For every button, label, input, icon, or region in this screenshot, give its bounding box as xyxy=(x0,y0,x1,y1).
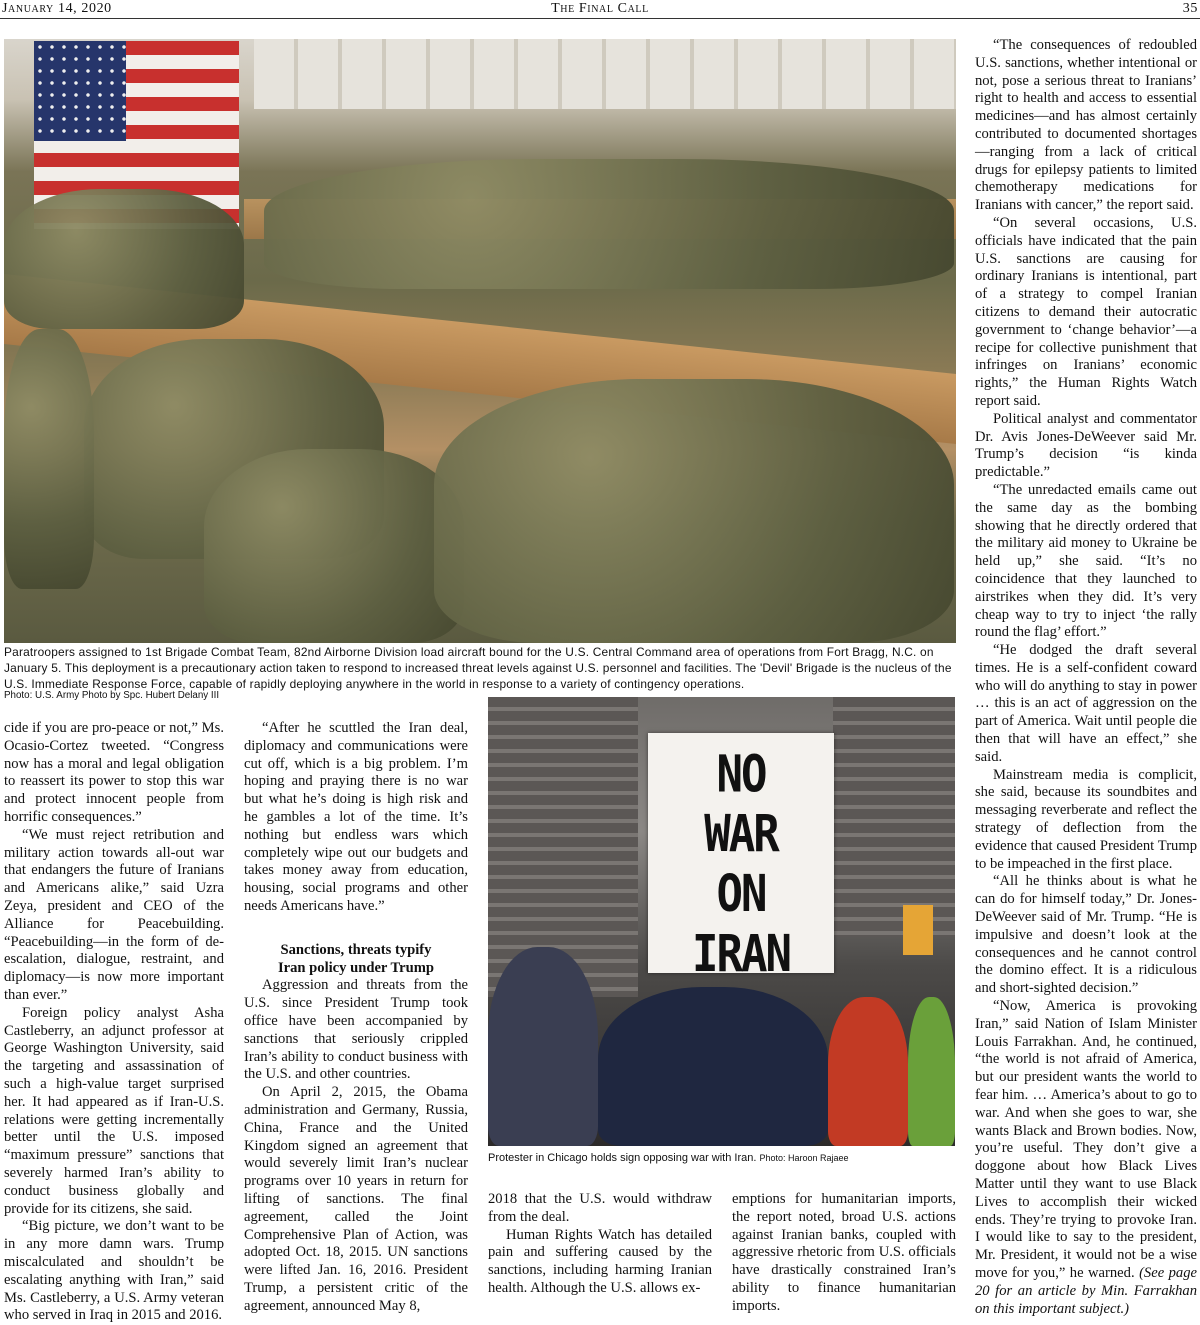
farrakhan-quote: “Now, America is provoking Iran,” said Nation of Islam Minister Louis Farrakhan. And, he continued, “the world is not afraid of America, but our president wants the world to fear him. … America’s about to go to war. And when she goes to war, she wants Black and Brown bodies. Now, you’re useful. They don’t give a doggone about how Black Lives Matter until they want to use Black Lives to accomplish their wicked ends. They’re trying to provoke Iran. I would like to say to the president, Mr. President, it would not be a wise move for you,” he warned. xyxy=(975,998,1197,1281)
article-column-5 xyxy=(975,37,1197,1318)
paragraph: emptions for humanitarian imports, the report noted, broad U.S. actions against Iranian banks, coupled with aggressive rhetoric from U.S. officials have drastically constrained Iran’s ability to finance humanitarian imports. xyxy=(732,1191,956,1314)
paragraph: “On several occasions, U.S. officials have indicated that the pain U.S. sanctions are causing for ordinary Iranians is intentional, part of a strategy to compel Iranian citizens to demand their autocratic government to ‘change behavior’—a recipe for collective punishment that infringes on Iranians’ economic rights,” the Human Rights Watch report said. xyxy=(975,214,1197,409)
crowd-person xyxy=(828,997,908,1146)
crowd-person xyxy=(908,997,955,1146)
protest-sign xyxy=(648,733,834,984)
paragraph: “All he thinks about is what he can do for himself today,” Dr. Jones-DeWeever said of Mr. Trump. “He is impulsive and doesn’t look at the consequences and he cannot control the domino effect. It is a ridiculous and short-sighted decision.” xyxy=(975,873,1197,997)
chicago-caption-text: Protester in Chicago holds sign opposing war with Iran. xyxy=(488,1152,757,1164)
paragraph: “The consequences of redoubled U.S. sanctions, whether intentional or not, pose a serious threat to Iranians’ right to health and access to essential medicines—and has almost certainly contributed to documented shortages—ranging from a lack of critical drugs for epilepsy patients to limited chemotherapy medications for Iranians with cancer,” the report said. xyxy=(975,37,1197,214)
paragraph: On April 2, 2015, the Obama administration and Germany, Russia, China, France and the United Kingdom signed an agreement that would severely limit Iran’s nuclear programs over 10 years in return for lifting of sanctions. The final agreement, called the Joint Comprehensive Plan of Action, was adopted Oct. 18, 2015. UN sanctions were lifted Jan. 16, 2016. President Trump, a persistent critic of the agreement, announced May 8, xyxy=(244,1084,468,1314)
subheading-line-2: Iran policy under Trump xyxy=(277,959,435,976)
article-column-1 xyxy=(4,720,224,1325)
paragraph: cide if you are pro-peace or not,” Ms. Ocasio-Cortez tweeted. “Congress now has a moral and legal obligation to reassert its power to stop this war and protect innocent people from horrific consequences.” xyxy=(4,720,224,825)
publication-name: The Final Call xyxy=(551,1,649,16)
see-page-note: (See page 20 for an article by Min. Farrakhan on this important subject.) xyxy=(975,1264,1197,1317)
paratroopers-photo xyxy=(4,39,956,643)
chicago-protest-photo xyxy=(488,697,955,1146)
chicago-photo-credit: Photo: Haroon Rajaee xyxy=(759,1153,849,1163)
paragraph: Human Rights Watch has detailed pain and suffering caused by the sanctions, including harming Iranian health. Although the U.S. allows ex- xyxy=(488,1226,712,1296)
main-photo-caption: Paratroopers assigned to 1st Brigade Combat Team, 82nd Airborne Division load aircraft bound for the U.S. Central Command area of operations from Fort Bragg, N.C. on January 5. This deployment is a precautionary action taken to respond to increased threat levels against U.S. personnel and facilities. The 'Devil' Brigade is the nucleus of the U.S. Immediate Response Force, capable of rapidly deploying anywhere in the world in response to a variety of contingency operations. xyxy=(4,645,952,691)
paragraph: “Big picture, we don’t want to be in any more damn wars. Trump miscalculated and shouldn’t be escalating anything with Iran,” said Ms. Castleberry, a U.S. Army veteran who served in Iraq in 2015 and 2016. xyxy=(4,1218,224,1324)
soldiers-group xyxy=(434,379,954,643)
issue-date: January 14, 2020 xyxy=(2,1,112,16)
article-column-3 xyxy=(488,1191,712,1298)
paragraph: Mainstream media is complicit, she said, because its soundbites and messaging reverberate and reflect the strategy of deflection from the evidence that caused President Trump to be impeached in the first place. xyxy=(975,766,1197,872)
chicago-photo-caption xyxy=(488,1151,958,1165)
crowd-person xyxy=(488,947,598,1146)
page-header xyxy=(0,0,1200,19)
page-number: 35 xyxy=(1182,1,1198,16)
building xyxy=(833,697,955,937)
soldier-seated xyxy=(204,449,464,643)
protester xyxy=(598,987,828,1146)
paragraph: “After he scuttled the Iran deal, diplomacy and communications were cut off, which is a big problem. I’m hoping and praying there is no war but what he’s doing is high risk and he gambles a lot of the time. It’s nothing but endless wars which completely wipe out our budgets and takes money away from education, housing, social programs and other needs Americans have.” xyxy=(244,720,468,914)
main-photo-credit: Photo: U.S. Army Photo by Spc. Hubert Delany III xyxy=(4,690,220,701)
sign-text: NO WAR ON IRAN xyxy=(692,745,790,984)
paragraph xyxy=(975,998,1197,1318)
hangar-ceiling xyxy=(254,39,956,109)
paragraph: “The unredacted emails came out the same day as the bombing showing that he directly ordered that the military aid money to Ukraine be held up,” she said. “It’s no coincidence that they launched to airstrikes when they did. It’s very cheap way to try to inject ‘the rally round the flag’ effort.” xyxy=(975,481,1197,641)
protest-placard-small xyxy=(903,905,933,955)
soldiers-group xyxy=(4,189,244,329)
article-column-2 xyxy=(244,720,468,1316)
paragraph: Political analyst and commentator Dr. Avis Jones-DeWeever said Mr. Trump’s decision “is kinda predictable.” xyxy=(975,410,1197,481)
soldier-left xyxy=(4,329,94,589)
paragraph: 2018 that the U.S. would withdraw from the deal. xyxy=(488,1191,712,1225)
paragraph: “We must reject retribution and military action towards all-out war that endangers the future of Iranians and Americans alike,” said Uzra Zeya, president and CEO of the Alliance for Peacebuilding. “Peacebuilding—in the form of de-escalation, dialogue, restraint, and diplomacy—is now more important than ever.” xyxy=(4,826,224,1003)
paragraph: Foreign policy analyst Asha Castleberry, an adjunct professor at George Washington University, said the targeting and assassination of such a high-value target surprised her. It had appeared as if Iran-U.S. relations were getting incrementally better until the U.S. imposed “maximum pressure” sanctions that severely harmed Iran’s ability to conduct business globally and provide for its citizens, she said. xyxy=(4,1004,224,1217)
paragraph: “He dodged the draft several times. He is a self-confident coward who will do anything to stay in power … this is an act of aggression on the part of America. Wait until people die then that will have an effect,” she said. xyxy=(975,642,1197,765)
paragraph: Aggression and threats from the U.S. since President Trump took office have been accompanied by sanctions that seriously crippled Iran’s ability to conduct business with the U.S. and other countries. xyxy=(244,977,468,1083)
article-column-4 xyxy=(732,1191,956,1316)
soldiers-group xyxy=(264,159,954,289)
subheading-line-1: Sanctions, threats typify xyxy=(280,941,432,958)
